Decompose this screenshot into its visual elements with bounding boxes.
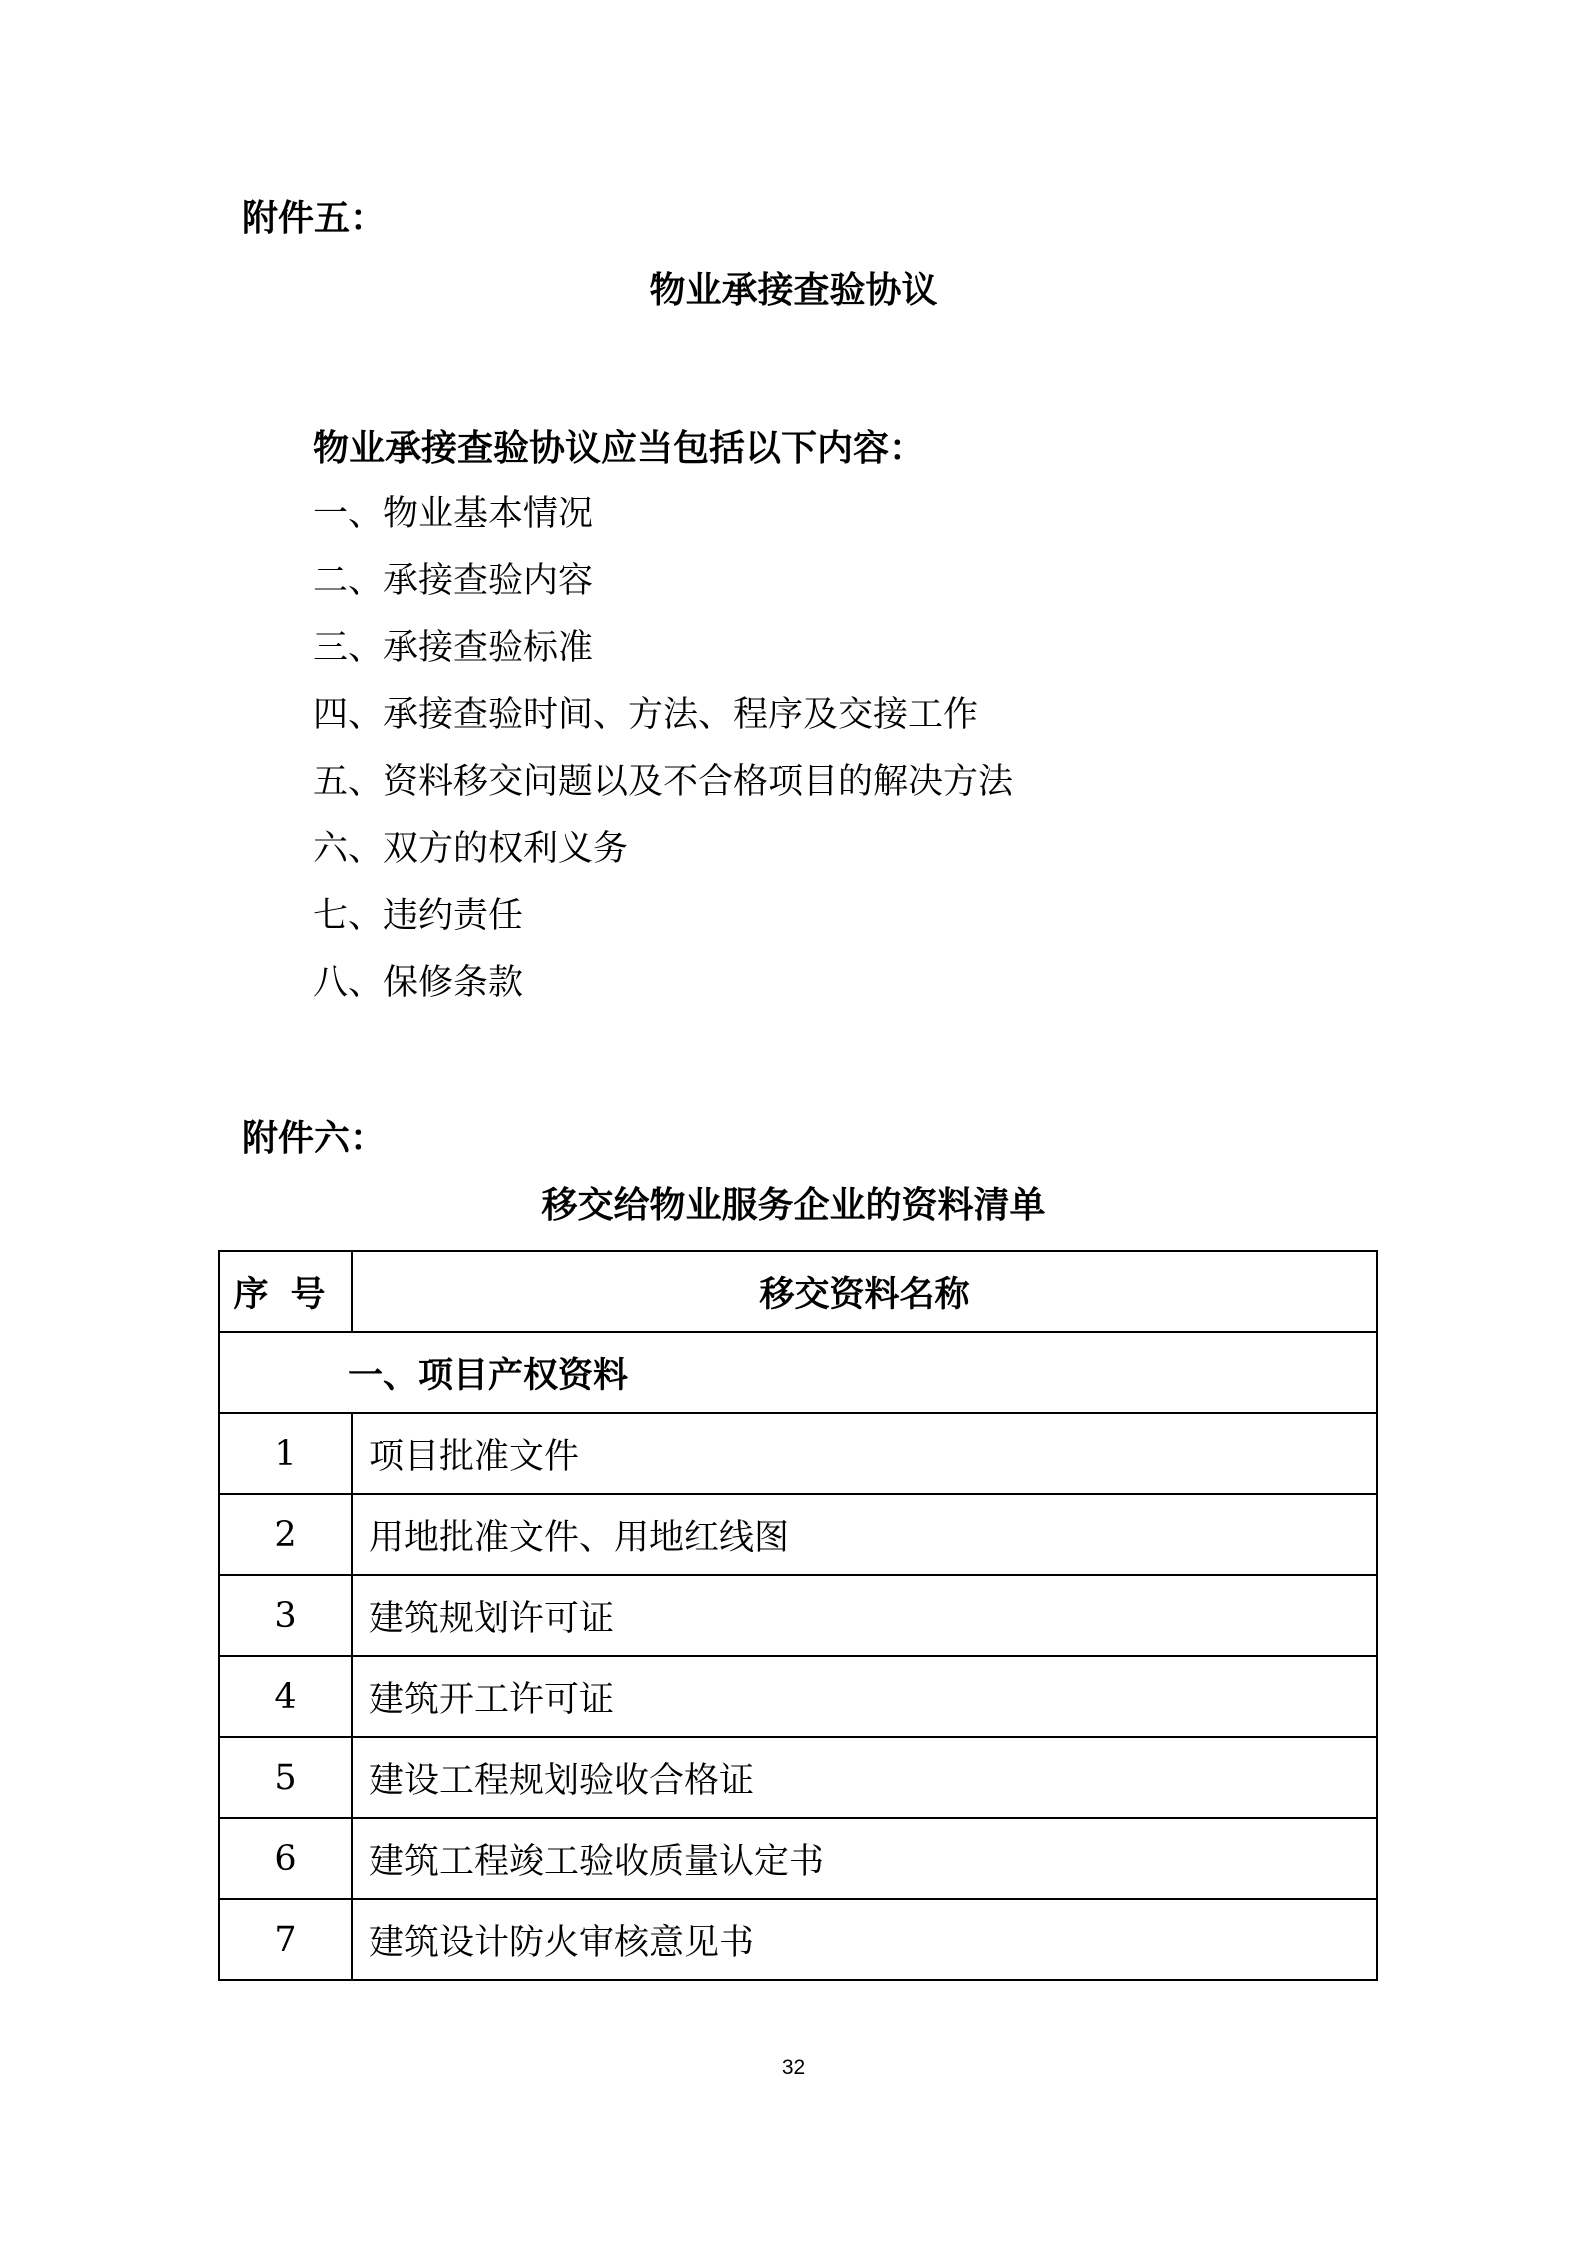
row-document-name: 建设工程规划验收合格证 bbox=[352, 1737, 1377, 1818]
table-row bbox=[219, 1656, 1377, 1737]
column-header-name: 移交资料名称 bbox=[352, 1251, 1377, 1332]
table-row bbox=[219, 1413, 1377, 1494]
list-item: 五、资料移交问题以及不合格项目的解决方法 bbox=[313, 762, 1014, 802]
list-item: 二、承接查验内容 bbox=[313, 561, 594, 601]
row-document-name: 项目批准文件 bbox=[352, 1413, 1377, 1494]
list-item: 一、物业基本情况 bbox=[313, 494, 594, 534]
row-document-name: 建筑工程竣工验收质量认定书 bbox=[352, 1818, 1377, 1899]
attachment6-title: 移交给物业服务企业的资料清单 bbox=[541, 1185, 1046, 1226]
table-header-row bbox=[219, 1251, 1377, 1332]
row-number: 3 bbox=[219, 1575, 352, 1656]
table-row bbox=[219, 1818, 1377, 1899]
attachment5-title: 物业承接查验协议 bbox=[649, 270, 938, 311]
list-item: 八、保修条款 bbox=[313, 963, 524, 1003]
table-row bbox=[219, 1494, 1377, 1575]
row-document-name: 建筑设计防火审核意见书 bbox=[352, 1899, 1377, 1980]
row-document-name: 建筑开工许可证 bbox=[352, 1656, 1377, 1737]
list-item: 四、承接查验时间、方法、程序及交接工作 bbox=[313, 695, 979, 735]
row-number: 1 bbox=[219, 1413, 352, 1494]
page-number: 32 bbox=[781, 2056, 806, 2079]
row-document-name: 建筑规划许可证 bbox=[352, 1575, 1377, 1656]
table-row bbox=[219, 1575, 1377, 1656]
handover-documents-table bbox=[218, 1250, 1378, 1981]
row-number: 4 bbox=[219, 1656, 352, 1737]
row-number: 7 bbox=[219, 1899, 352, 1980]
section-title: 一、项目产权资料 bbox=[219, 1332, 1377, 1413]
attachment5-label: 附件五： bbox=[242, 198, 387, 239]
table-section-row bbox=[219, 1332, 1377, 1413]
table-row bbox=[219, 1737, 1377, 1818]
column-header-seq: 序号 bbox=[219, 1251, 352, 1332]
row-document-name: 用地批准文件、用地红线图 bbox=[352, 1494, 1377, 1575]
attachment6-label: 附件六： bbox=[242, 1118, 387, 1159]
list-item: 七、违约责任 bbox=[313, 896, 524, 936]
table-row bbox=[219, 1899, 1377, 1980]
attachment5-intro: 物业承接查验协议应当包括以下内容： bbox=[313, 428, 926, 469]
row-number: 6 bbox=[219, 1818, 352, 1899]
row-number: 5 bbox=[219, 1737, 352, 1818]
list-item: 三、承接查验标准 bbox=[313, 628, 594, 668]
list-item: 六、双方的权利义务 bbox=[313, 829, 629, 869]
row-number: 2 bbox=[219, 1494, 352, 1575]
agreement-content-list bbox=[313, 488, 1013, 1024]
